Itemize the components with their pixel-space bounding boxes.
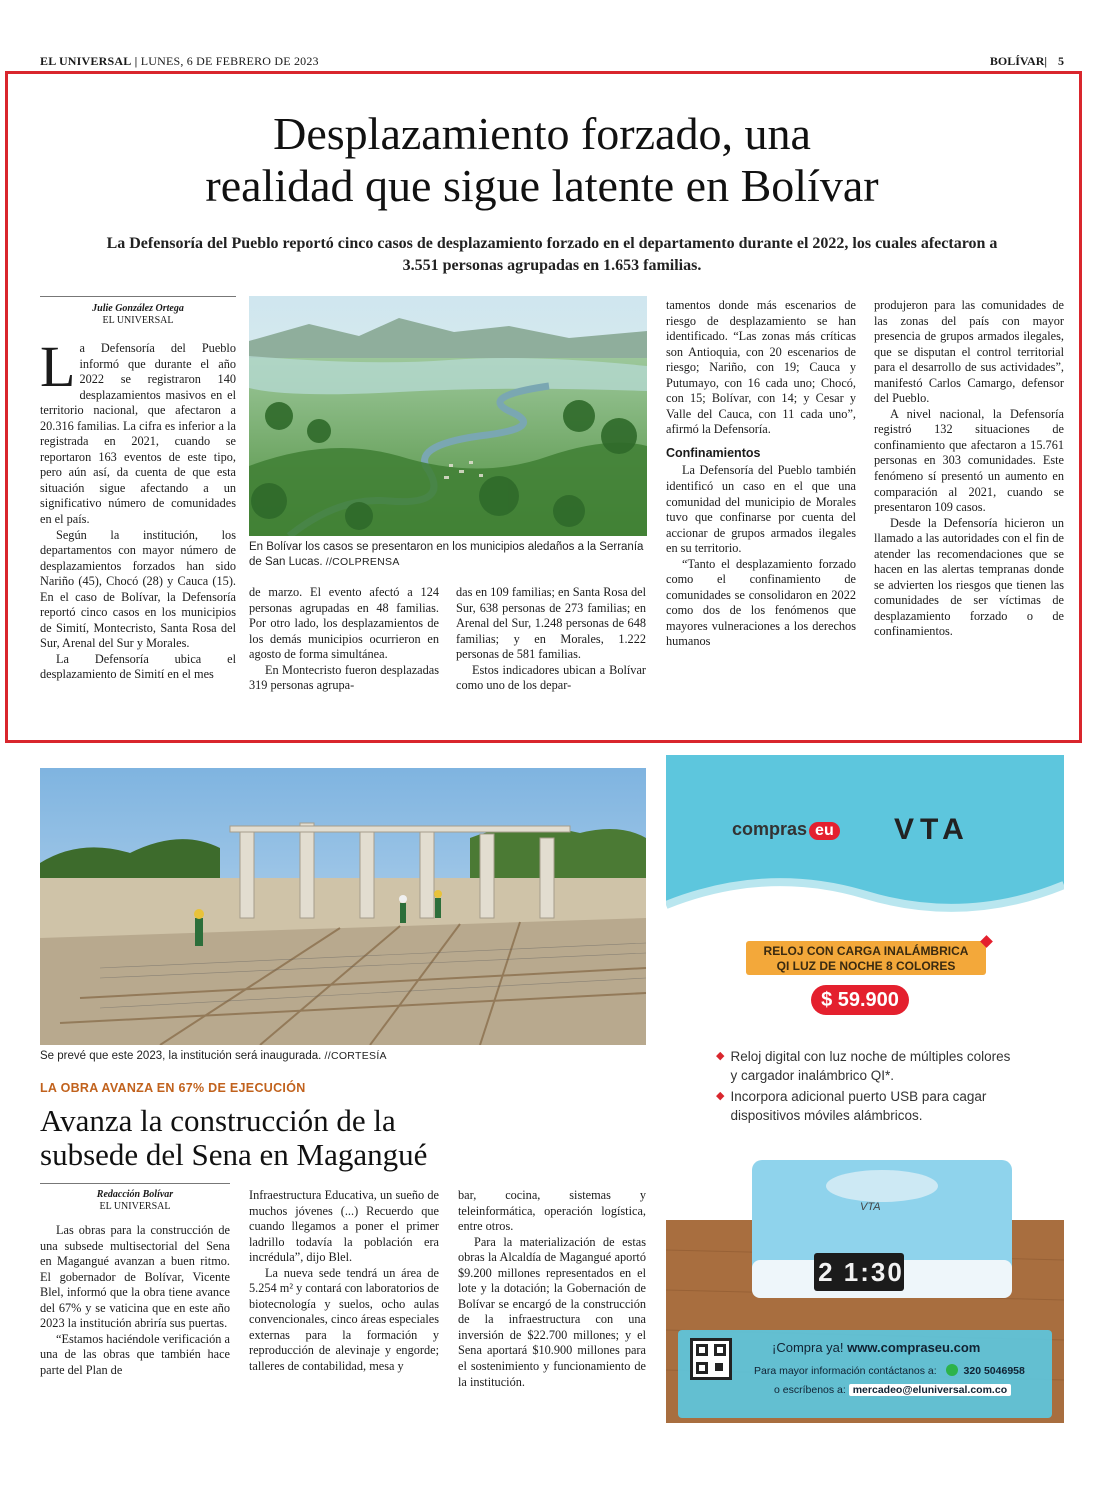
article1-paragraph: Desde la Defensoría hicieron un llamado a las autoridades con el fin de atender las recomendaciones que se hacen en las alertas tempranas donde se advierten los riesgos que tienen las comunidades de ser víctimas de desplazamiento forzado o de confinamientos.	[874, 515, 1064, 639]
article1-column-2	[249, 585, 439, 694]
article1-deck: La Defensoría del Pueblo reportó cinco casos de desplazamiento forzado en el departamento durante el 2022, los cuales afectaron a 3.551 personas agrupadas en 1.653 familias.	[106, 235, 998, 274]
contact-email-line	[774, 1384, 1011, 1396]
feature-item: ◆ Reloj digital con luz noche de múltiples colores y cargador inalámbrico QI*.	[716, 1049, 1011, 1083]
article1-paragraph: En Montecristo fueron desplazadas 319 personas agrupa-	[249, 662, 439, 693]
whatsapp-icon	[946, 1364, 958, 1376]
article1-paragraph: tamentos donde más escenarios de riesgo de desplazamiento se han identificado. “Las zonas más críticas son Antioquia, con 20 escenarios de riesgo; Nariño, con 19; Cauca y Putumayo, con 16 cada uno; Chocó, con 15; Bolívar, con 14; y Cesar y Valle del Cauca, con 11 cada uno”, afirmó la Defensoría.	[666, 298, 856, 437]
brand-text: compras	[732, 819, 808, 839]
article1-headline	[40, 108, 1044, 212]
page-header-right	[990, 54, 1064, 69]
article1-headline-line1: Desplazamiento forzado, una	[273, 108, 811, 159]
article2-paragraph: bar, cocina, sistemas y teleinformática, operación logística, entre otros.	[458, 1188, 646, 1234]
photo-credit: //CORTESÍA	[324, 1050, 387, 1062]
qr-code-icon	[690, 1338, 732, 1380]
article1-paragraph: La Defensoría del Pueblo informó que durante el año 2022 se registraron 140 desplazamientos masivos en el territorio nacional, que afectaron a 20.316 familias. La cifra es inferior a la registrada en 2021, cuando se reportaron 163 eventos de este tipo, pero aún así, da cuenta de que esta situación sigue afectando a un significativo número de comunidades en el país.	[40, 334, 236, 527]
cta-prefix: ¡Compra ya!	[772, 1340, 844, 1355]
brand-logo-compraseu	[732, 819, 840, 840]
header-separator: |	[134, 54, 138, 68]
advertisement[interactable]	[666, 755, 1064, 1423]
article2-paragraph: Para la materialización de estas obras la Alcaldía de Magangué aportó $9.200 millones representados en el lote y la dotación; la Gobernación de Bolívar se encargó de la construcción de la infraestructura con una inversión de $22.700 millones; y el Sena aportará $10.900 millones para el sostenimiento y funcionamiento de la institución.	[458, 1234, 646, 1389]
page-header-left	[40, 54, 319, 69]
page-number: 5	[1058, 54, 1064, 68]
article2-byline	[40, 1189, 230, 1213]
article1-paragraph: produjeron para las comunidades de las zonas del país con mayor presencia de grupos armados ilegales, que se disputan el control territorial para el desarrollo de sus actividades”, manifestó Carlos Camargo, defensor del Pueblo.	[874, 298, 1064, 406]
article1-photo-aerial-landscape	[249, 296, 647, 536]
article2-column-3	[458, 1188, 646, 1390]
article1-headline-line2: realidad que sigue latente en Bolívar	[205, 160, 879, 211]
byline-organization: EL UNIVERSAL	[99, 1201, 171, 1212]
article2-column-2	[249, 1188, 439, 1375]
article2-headline-line2: subsede del Sena en Magangué	[40, 1137, 428, 1172]
article1-paragraph: Según la institución, los departamentos con mayor número de desplazamientos forzados han sido Nariño (45), Chocó (28) y Cauca (15). En el caso de Bolívar, la Defensoría reportó cinco casos en los municipios de Simití, Montecristo, Santa Rosa del Sur, Arenal del Sur y Morales.	[40, 527, 236, 651]
article1-column-4	[666, 298, 856, 650]
byline-rule	[40, 296, 236, 297]
article2-paragraph: Las obras para la construcción de una subsede multisectorial del Sena en Magangué avanzan a buen ritmo. El gobernador de Bolívar, Vicente Blel, informó que la obra tiene avance del 67% y se vaticina que en este año 2023 la institución abriría sus puertas.	[40, 1223, 230, 1331]
article2-headline-line1: Avanza la construcción de la	[40, 1103, 396, 1138]
article1-byline	[40, 303, 236, 327]
header-date: LUNES, 6 DE FEBRERO DE 2023	[140, 54, 319, 68]
article1-paragraph: La Defensoría ubica el desplazamiento de Simití en el mes	[40, 651, 236, 682]
article2-photo-construction-site	[40, 768, 646, 1045]
article1-paragraph: “Tanto el desplazamiento forzado como el confinamiento de comunidades se consolidaron en 2022 como dos de los fenómenos que mayores vulneraciones a los derechos humanos	[666, 556, 856, 649]
contact-banner	[678, 1330, 1052, 1418]
article2-column-1	[40, 1183, 230, 1378]
byline-author: Redacción Bolívar	[96, 1189, 174, 1200]
caption-text: En Bolívar los casos se presentaron en los municipios aledaños a la Serranía de San Lucas.	[249, 541, 644, 568]
product-title-line2: QI LUZ DE NOCHE 8 COLORES	[776, 959, 956, 973]
feature-list	[716, 1047, 1016, 1125]
price-badge: $ 59.900	[811, 985, 909, 1015]
device-brand-label: VTA	[860, 1201, 881, 1213]
article2-paragraph: La nueva sede tendrá un área de 5.254 m² y contará con laboratorios de biotecnología y suelos, ocho aulas convencionales, cinco áreas especiales externas para la formación y reproducción de alevinaje y engorde; talleres de contabilidad, mesa y	[249, 1265, 439, 1374]
bullet-icon: ◆	[716, 1090, 725, 1102]
article2-headline	[40, 1104, 660, 1172]
construction-site-image	[40, 768, 646, 1045]
brand-logo-vta: VTA	[894, 813, 970, 846]
article1-column-3	[456, 585, 646, 694]
article1-subhead: Confinamientos	[666, 445, 761, 460]
article1-paragraph: Estos indicadores ubican a Bolívar como uno de los depar-	[456, 662, 646, 693]
article2-paragraph: “Estamos haciéndole verificación a una de las obras que también hace parte del Plan de	[40, 1331, 230, 1377]
product-title-line1: RELOJ CON CARGA INALÁMBRICA	[763, 944, 969, 958]
article1-column-5	[874, 298, 1064, 640]
cta-url[interactable]: www.compraseu.com	[847, 1340, 981, 1355]
dropcap: L	[40, 334, 76, 399]
clock-display: 2 1:30	[818, 1257, 904, 1287]
article1-photo-caption	[249, 540, 647, 570]
photo-credit: //COLPRENSA	[325, 556, 400, 568]
article1-paragraph: de marzo. El evento afectó a 124 personas agrupadas en 48 familias. Por otro lado, los desplazamientos de los demás municipios ocurrieron en agosto de forma simultánea.	[249, 585, 439, 662]
article1-paragraph: das en 109 familias; en Santa Rosa del Sur, 638 personas de 273 familias; en Arenal del Sur, 1.248 personas de 648 familias; y en Morales, 1.222 personas de 581 familias.	[456, 585, 646, 662]
article1-column-1	[40, 296, 236, 683]
aerial-landscape-image	[249, 296, 647, 536]
article1-paragraph: La Defensoría del Pueblo también identificó un caso en el que una comunidad del municipio de Morales tuvo que confinarse por cuenta del accionar de grupos armados ilegales en su territorio.	[666, 463, 856, 556]
email-label: o escríbenos a:	[774, 1384, 846, 1396]
article1-paragraph: A nivel nacional, la Defensoría registró 132 situaciones de confinamiento que afectaron a 15.761 personas en 303 comunidades. Este fenómeno sí presentó un aumento en comparación al 2021, cuando se presentaron 109 casos.	[874, 406, 1064, 515]
contact-phone[interactable]: 320 5046958	[963, 1365, 1025, 1377]
article2-paragraph: Infraestructura Educativa, un sueño de muchos jóvenes (...) Recuerdo que cuando llegamos a poner el primer ladrillo todavía la población era incrédula”, dijo Blel.	[249, 1188, 439, 1265]
contact-email[interactable]: mercadeo@eluniversal.com.co	[849, 1384, 1011, 1396]
bullet-icon: ◆	[716, 1050, 725, 1062]
product-title-box	[746, 941, 986, 975]
contact-phone-line	[754, 1364, 1025, 1377]
byline-rule	[40, 1183, 230, 1184]
byline-author: Julie González Ortega	[92, 303, 184, 314]
brand-badge: eu	[809, 822, 840, 840]
info-label: Para mayor información contáctanos a:	[754, 1365, 937, 1377]
newspaper-name: EL UNIVERSAL	[40, 54, 132, 68]
caption-text: Se prevé que este 2023, la institución será inaugurada.	[40, 1050, 322, 1062]
cta-line	[772, 1340, 980, 1355]
article2-kicker: LA OBRA AVANZA EN 67% DE EJECUCIÓN	[40, 1081, 306, 1095]
byline-organization: EL UNIVERSAL	[102, 315, 174, 326]
article2-photo-caption	[40, 1049, 646, 1064]
feature-item: ◆ Incorpora adicional puerto USB para cagar dispositivos móviles alámbricos.	[716, 1089, 987, 1123]
section-name: BOLÍVAR|	[989, 54, 1047, 68]
